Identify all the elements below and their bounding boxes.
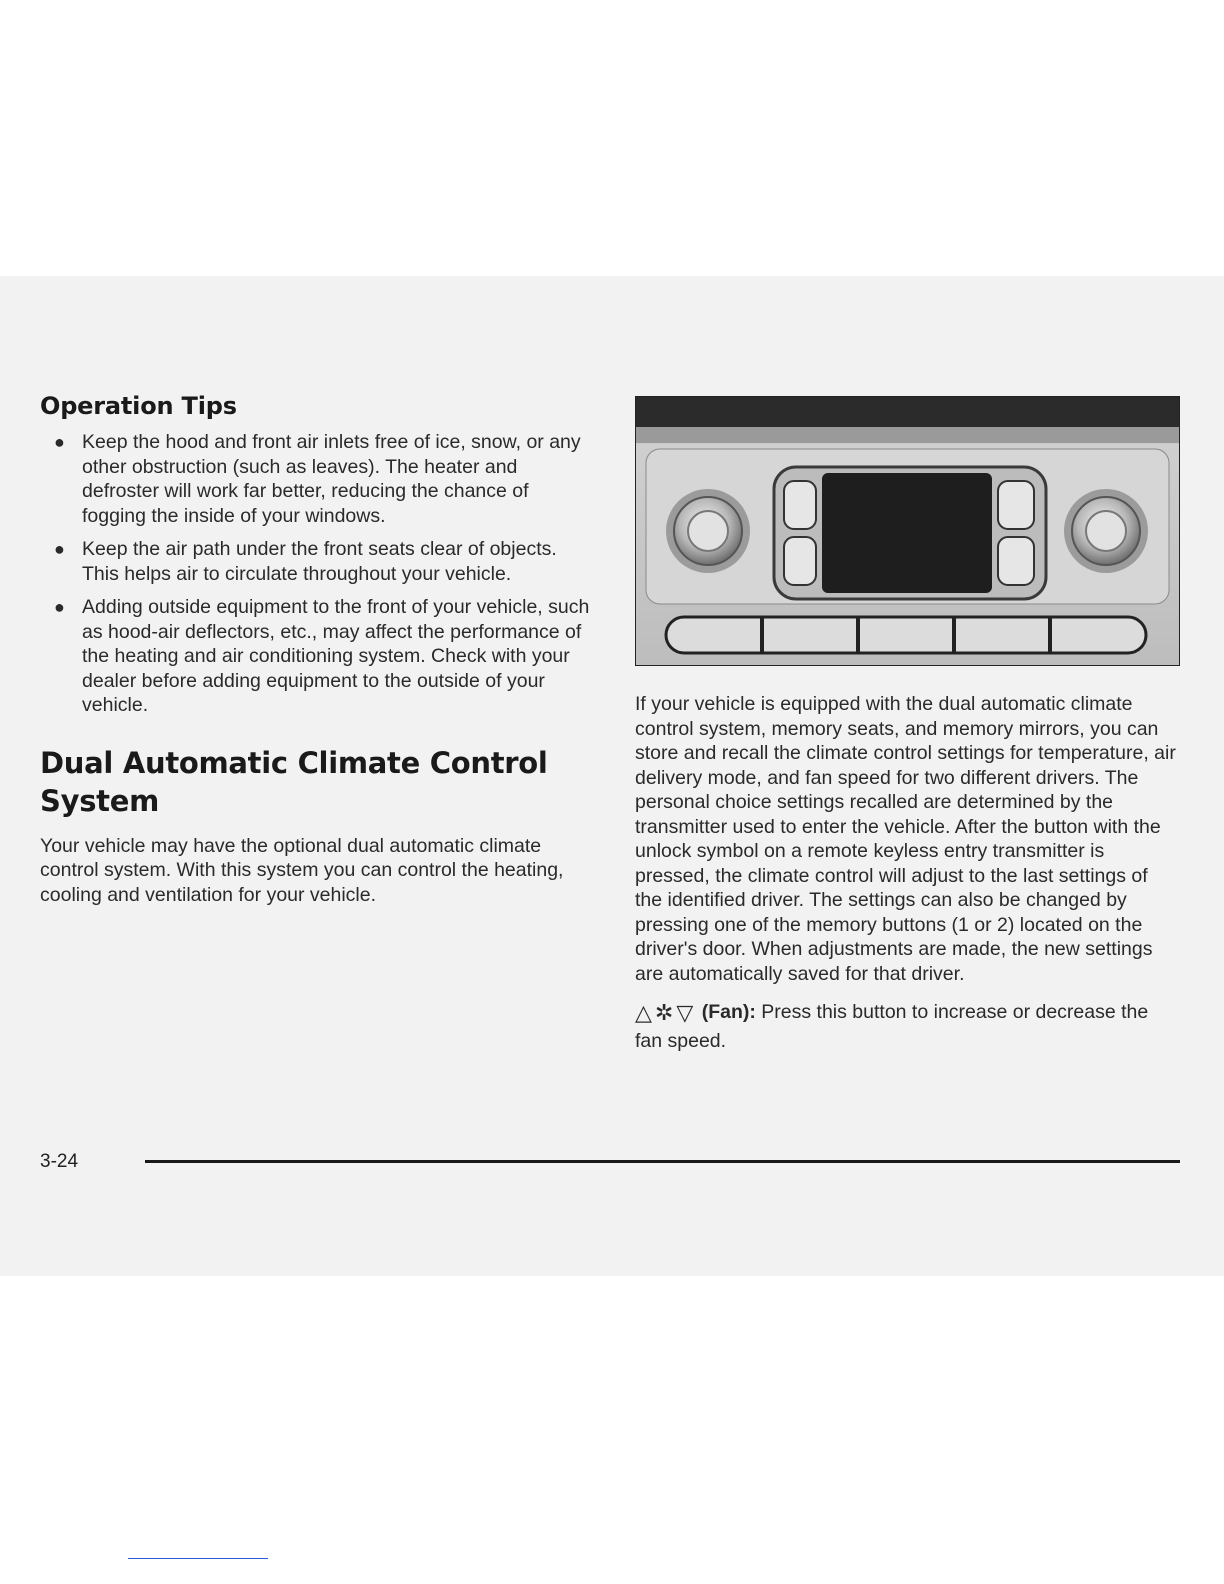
dual-climate-heading: Dual Automatic Climate Control System	[40, 745, 548, 818]
bullet-icon: ●	[54, 539, 65, 559]
fan-text: Press this button to increase or decrease the fan speed.	[635, 1001, 1149, 1052]
list-item: ● Adding outside equipment to the front of your vehicle, such as hood-air deflectors, etc., may affect the performance of the heating and air conditioning system. Check with your dealer before adding equipment to the outside of your vehicle.	[54, 596, 590, 716]
fan-label: (Fan):	[701, 1001, 756, 1023]
bullet-icon: ●	[54, 597, 65, 617]
bullet-icon: ●	[54, 432, 65, 452]
right-column	[635, 396, 1180, 1055]
operation-tips-list	[40, 430, 595, 718]
memory-settings-paragraph: If your vehicle is equipped with the dual automatic climate control system, memory seats, and memory mirrors, you can store and recall the climate control settings for temperature, air delivery mode, and fan speed for two different drivers. The personal choice settings recalled are determined by the transmitter used to enter the vehicle. After the button with the unlock symbol on a remote keyless entry transmitter is pressed, the climate control will adjust to the last settings of the identified driver. The settings can also be changed by pressing one of the memory buttons (1 or 2) located on the driver's door. When adjustments are made, the new settings are automatically saved for that driver.	[635, 693, 1176, 985]
footer-divider	[145, 1160, 1180, 1163]
left-column	[40, 392, 595, 907]
list-item: ● Keep the hood and front air inlets free of ice, snow, or any other obstruction (such as leaves). The heater and defroster will work far better, reducing the chance of fogging the inside of your windows.	[54, 431, 581, 527]
divider	[128, 1558, 268, 1559]
list-item: ● Keep the air path under the front seats clear of objects. This helps air to circulate throughout your vehicle.	[54, 538, 557, 585]
operation-tips-heading: Operation Tips	[40, 392, 237, 420]
page-number: 3-24	[40, 1151, 79, 1172]
dual-climate-intro: Your vehicle may have the optional dual automatic climate control system. With this system you can control the heating, cooling and ventilation for your vehicle.	[40, 834, 564, 906]
fan-up-down-icon: △✲▽	[635, 1000, 697, 1025]
climate-control-panel-image	[635, 396, 1180, 666]
fan-description	[635, 998, 1180, 1055]
